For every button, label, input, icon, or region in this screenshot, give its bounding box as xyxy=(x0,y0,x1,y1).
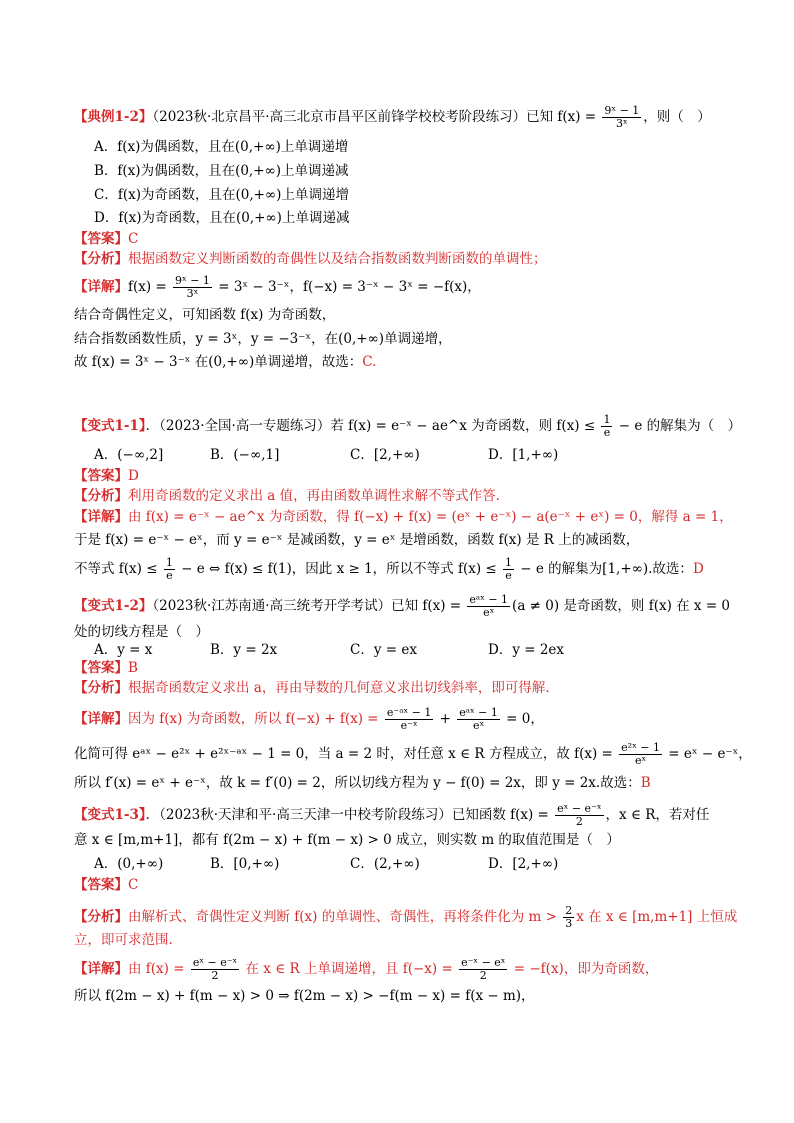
fraction-numerator: 2 xyxy=(565,904,573,917)
fraction-denominator: eˣ xyxy=(472,719,485,732)
analysis-label: 【分析】 xyxy=(74,680,128,696)
question-text-2: 处的切线方程是（ ） xyxy=(74,624,209,640)
detail-text-end: = 0， xyxy=(501,711,544,727)
fraction xyxy=(601,414,612,439)
option-a: A．y = x xyxy=(94,642,153,658)
option-c: C．[2,+∞) xyxy=(350,447,420,463)
fraction-denominator: 2 xyxy=(479,969,487,982)
variant-tag: 【变式1-1】 xyxy=(74,418,146,434)
variant-tag: 【变式1-3】 xyxy=(74,807,146,823)
answer-line xyxy=(74,466,139,486)
analysis-label: 【分析】 xyxy=(74,251,128,267)
detail-text: 不等式 f(x) ≤ xyxy=(74,561,162,577)
question-text: ．（2023·全国·高一专题练习）若 f(x) = e⁻ˣ − ae^x 为奇函数，则 f(x) ≤ xyxy=(145,418,600,434)
variant-1-1-stem xyxy=(74,413,742,439)
answer-value: D xyxy=(128,468,139,484)
choice-value: D xyxy=(692,561,704,577)
detail-label: 【详解】 xyxy=(74,961,128,977)
answer-line xyxy=(74,229,138,249)
fraction-denominator: e xyxy=(166,569,173,582)
variant-1-3-stem xyxy=(74,802,710,828)
analysis-line xyxy=(74,486,500,506)
fraction xyxy=(503,557,514,582)
option-c: C．f(x)为奇函数，且在(0,+∞)上单调递增 xyxy=(94,187,349,203)
question-text: ．（2023秋·天津和平·高三天津一中校考阶段练习）已知函数 f(x) = xyxy=(145,807,554,823)
fraction-numerator: eᵃˣ − 1 xyxy=(469,593,509,606)
fraction-denominator: 3 xyxy=(565,917,573,930)
fraction-denominator: 3ˣ xyxy=(186,287,199,300)
answer-line xyxy=(74,875,138,895)
detail-text-mid: − e ⇔ f(x) ≤ f(1)，因此 x ≥ 1，所以不等式 f(x) ≤ xyxy=(176,561,501,577)
fraction xyxy=(459,957,507,982)
answer-value: C xyxy=(128,877,139,893)
option-b: B．(−∞,1] xyxy=(210,447,280,463)
options-row xyxy=(94,640,564,660)
option-c: C．y = ex xyxy=(350,642,417,658)
detail-line-3 xyxy=(74,556,704,582)
analysis-text: 由解析式、奇偶性定义判断 f(x) 的单调性、奇偶性，再将条件化为 m > xyxy=(128,909,562,925)
question-text-end: ，则（ ） xyxy=(643,109,711,125)
fraction-numerator: 9ˣ − 1 xyxy=(175,274,210,287)
fraction-numerator: eˣ − e⁻ˣ xyxy=(557,802,602,815)
detail-text-end: = eˣ − e⁻ˣ， xyxy=(663,746,752,762)
fraction xyxy=(619,742,662,767)
answer-label: 【答案】 xyxy=(74,660,128,676)
fraction xyxy=(555,803,603,828)
analysis-text: 立，即可求范围. xyxy=(74,932,173,948)
option-d: D．[1,+∞) xyxy=(488,447,559,463)
fraction xyxy=(563,905,574,930)
detail-text: 因为 f(x) 为奇函数，所以 f(−x) + f(x) = xyxy=(128,711,383,727)
question-text-end: − e 的解集为（ ） xyxy=(614,418,742,434)
detail-line-2: 所以 f(2m − x) + f(m − x) > 0 ⇒ f(2m − x) > −f(m − x) = f(x − m)， xyxy=(74,988,535,1004)
option-a: A．(−∞,2] xyxy=(94,447,164,463)
analysis-line xyxy=(74,678,550,698)
option-d: D．[2,+∞) xyxy=(488,856,559,872)
analysis-text: 利用奇函数的定义求出 a 值，再由函数单调性求解不等式作答. xyxy=(128,488,500,504)
answer-value: B xyxy=(128,660,138,676)
options-row xyxy=(94,854,558,874)
fraction-numerator: 1 xyxy=(603,413,611,426)
detail-text: 由 f(x) = e⁻ˣ − ae^x 为奇函数，得 f(−x) + f(x) = (eˣ + e⁻ˣ) − a(e⁻ˣ + eˣ) = 0，解得 a = 1， xyxy=(128,509,733,525)
detail-text: f(x) = xyxy=(128,279,172,295)
analysis-line xyxy=(74,904,738,930)
plus-sign: + xyxy=(435,711,456,727)
analysis-line xyxy=(74,249,547,269)
detail-line-2: 于是 f(x) = e⁻ˣ − eˣ，而 y = e⁻ˣ 是减函数，y = eˣ 是增函数，函数 f(x) 是 R 上的减函数， xyxy=(74,532,640,548)
fraction xyxy=(173,275,212,300)
fraction-denominator: e xyxy=(505,569,512,582)
option-b: B．[0,+∞) xyxy=(210,856,280,872)
example-tag: 【典例1-2】 xyxy=(74,109,153,125)
fraction-denominator: 3ˣ xyxy=(616,117,628,130)
detail-label: 【详解】 xyxy=(74,279,128,295)
variant-tag: 【变式1-2】 xyxy=(74,598,153,614)
detail-line-3: 结合指数函数性质，y = 3ˣ，y = −3⁻ˣ，在(0,+∞)单调递增， xyxy=(74,331,452,347)
option-b: B．f(x)为偶函数，且在(0,+∞)上单调递减 xyxy=(94,163,349,179)
fraction-numerator: e²ˣ − 1 xyxy=(621,741,660,754)
detail-line xyxy=(74,274,481,300)
fraction xyxy=(467,594,510,619)
option-d: D．y = 2ex xyxy=(488,642,565,658)
detail-line xyxy=(74,956,659,982)
answer-label: 【答案】 xyxy=(74,468,128,484)
fraction-denominator: e⁻ˣ xyxy=(400,719,418,732)
detail-label: 【详解】 xyxy=(74,711,128,727)
fraction-denominator: 2 xyxy=(211,969,219,982)
fraction-numerator: 1 xyxy=(165,556,173,569)
variant-1-2-stem xyxy=(74,593,731,619)
question-text-end: ，x ∈ R，若对任 xyxy=(605,807,710,823)
analysis-line-2 xyxy=(74,930,173,950)
question-text-2: 意 x ∈ [m,m+1]，都有 f(2m − x) + f(m − x) > 0 成立，则实数 m 的取值范围是（ ） xyxy=(74,832,620,848)
detail-line xyxy=(74,507,733,527)
analysis-label: 【分析】 xyxy=(74,909,128,925)
option-a: A．f(x)为偶函数，且在(0,+∞)上单调递增 xyxy=(94,139,349,155)
choice-value: C. xyxy=(362,354,377,370)
detail-line xyxy=(74,706,544,732)
detail-text: 由 f(x) = xyxy=(128,961,189,977)
answer-value: C xyxy=(128,231,139,247)
detail-text: 化简可得 eᵃˣ − e²ˣ + e²ˣ⁻ᵃˣ − 1 = 0，当 a = 2 时，对任意 x ∈ R 方程成立，故 f(x) = xyxy=(74,746,618,762)
fraction-denominator: eˣ xyxy=(483,606,495,619)
fraction-numerator: 9ˣ − 1 xyxy=(604,104,640,117)
question-text-end: (a ≠ 0) 是奇函数，则 f(x) 在 x = 0 xyxy=(512,598,731,614)
detail-line-3 xyxy=(74,773,651,793)
question-text: （2023秋·江苏南通·高三统考开学考试）已知 f(x) = xyxy=(152,598,466,614)
option-a: A．(0,+∞) xyxy=(94,856,164,872)
option-c: C．(2,+∞) xyxy=(350,856,420,872)
detail-label: 【详解】 xyxy=(74,509,128,525)
example-1-2-stem xyxy=(74,104,711,130)
fraction xyxy=(191,957,239,982)
fraction-denominator: e xyxy=(603,426,611,439)
analysis-text-end: x 在 x ∈ [m,m+1] 上恒成 xyxy=(576,909,738,925)
choice-value: B xyxy=(640,775,651,791)
fraction-numerator: eᵃˣ − 1 xyxy=(459,706,498,719)
fraction-denominator: eˣ xyxy=(634,754,647,767)
fraction-numerator: e⁻ˣ − eˣ xyxy=(461,956,506,969)
analysis-text: 根据函数定义判断函数的奇偶性以及结合指数函数判断函数的单调性； xyxy=(128,251,547,267)
analysis-label: 【分析】 xyxy=(74,488,128,504)
detail-text-end: = 3ˣ − 3⁻ˣ，f(−x) = 3⁻ˣ − 3ˣ = −f(x)， xyxy=(213,279,481,295)
fraction-numerator: eˣ − e⁻ˣ xyxy=(192,956,238,969)
detail-line-4 xyxy=(74,352,376,372)
detail-text-end: − e 的解集为[1,+∞).故选： xyxy=(516,561,693,577)
analysis-text: 根据奇函数定义求出 a，再由导数的几何意义求出切线斜率，即可得解. xyxy=(128,680,550,696)
detail-line-2 xyxy=(74,741,752,767)
detail-text: 故 f(x) = 3ˣ − 3⁻ˣ 在(0,+∞)单调递增，故选： xyxy=(74,354,363,370)
fraction xyxy=(385,707,433,732)
answer-line xyxy=(74,658,138,678)
fraction xyxy=(164,557,175,582)
answer-label: 【答案】 xyxy=(74,877,128,893)
fraction xyxy=(602,105,641,130)
fraction-numerator: 1 xyxy=(505,556,512,569)
options-row xyxy=(94,445,558,465)
detail-text: 所以 f′(x) = eˣ + e⁻ˣ，故 k = f′(0) = 2，所以切线方程为 y − f(0) = 2x，即 y = 2x.故选： xyxy=(74,775,641,791)
detail-line-2: 结合奇偶性定义，可知函数 f(x) 为奇函数， xyxy=(74,307,336,323)
option-b: B．y = 2x xyxy=(210,642,278,658)
detail-text-mid: 在 x ∈ R 上单调递增，且 f(−x) = xyxy=(241,961,458,977)
fraction xyxy=(457,707,500,732)
option-d: D．f(x)为奇函数，且在(0,+∞)上单调递减 xyxy=(94,210,350,226)
answer-label: 【答案】 xyxy=(74,231,128,247)
fraction-denominator: 2 xyxy=(575,815,583,828)
question-text: （2023秋·北京昌平·高三北京市昌平区前锋学校校考阶段练习）已知 f(x) = xyxy=(152,109,601,125)
fraction-numerator: e⁻ᵃˣ − 1 xyxy=(386,706,432,719)
detail-text-end: = −f(x)，即为奇函数， xyxy=(509,961,659,977)
